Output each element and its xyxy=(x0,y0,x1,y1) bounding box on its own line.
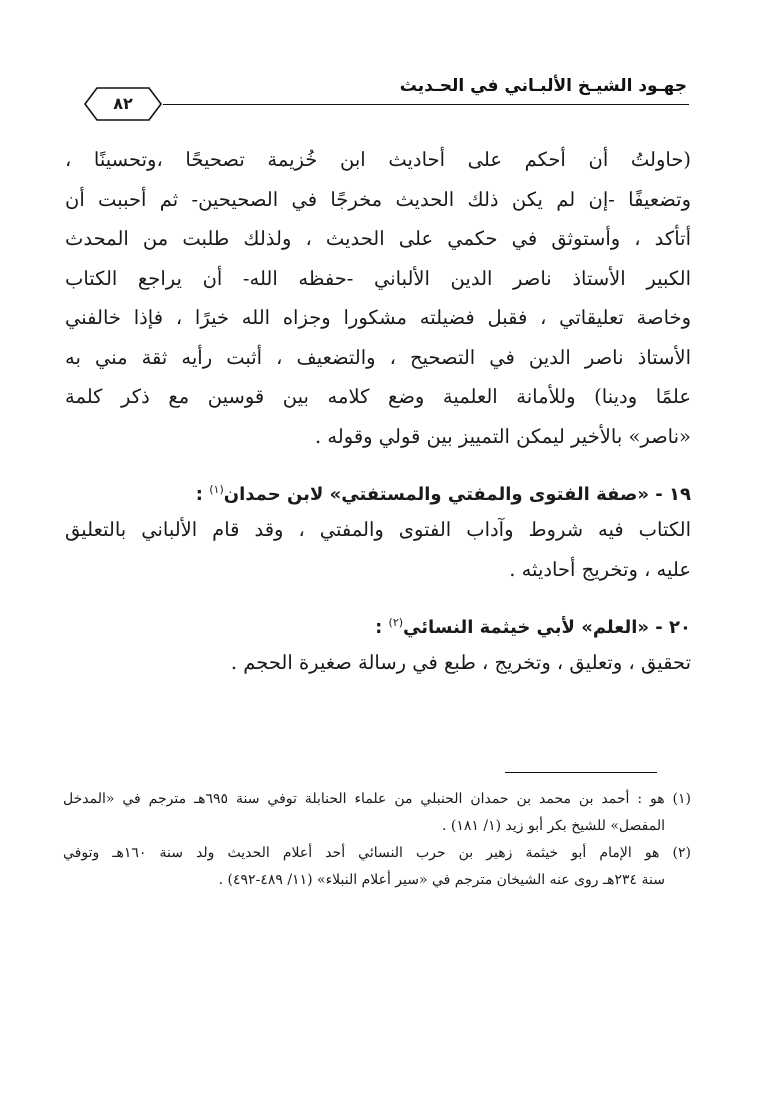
heading-text: ١٩ - «صفة الفتوى والمفتي والمستفتي» لابن حمدان xyxy=(223,484,691,505)
text-line: الأستاذ ناصر الدين في التصحيح ، والتضعيف ، أثبت رأيه ثقة مني به xyxy=(65,345,691,369)
page-number-badge xyxy=(83,86,163,122)
footnote-ref: (١) xyxy=(209,483,224,496)
section-heading xyxy=(65,603,691,643)
footnote-ref: (٢) xyxy=(388,616,404,629)
footnote-line: (٢) هو الإمام أبو خيثمة زهير بن حرب النسائي أحد أعلام الحديث ولد سنة ١٦٠هـ وتوفي xyxy=(63,845,691,861)
section-item-20 xyxy=(65,603,691,683)
header-rule xyxy=(84,104,689,105)
text-line: الكبير الأستاذ ناصر الدين الألباني -حفظه الله- أن يراجع الكتاب xyxy=(65,266,691,290)
footnote-line: سنة ٢٣٤هـ روى عنه الشيخان مترجم في «سير أعلام النبلاء» (١١/ ٤٨٩-٤٩٢) . xyxy=(218,872,665,888)
running-title: جهـود الشيـخ الألبـاني في الحـديث xyxy=(399,76,687,96)
text-line: وتضعيفًا -إن لم يكن ذلك الحديث مخرجًا في الصحيحين- ثم أحببت أن xyxy=(65,187,691,211)
paragraph-quote xyxy=(65,140,691,456)
footnote-separator xyxy=(505,772,657,773)
footnote-line: (١) هو : أحمد بن محمد بن حمدان الحنبلي من علماء الحنابلة توفي سنة ٦٩٥هـ مترجم في «المدخل xyxy=(63,791,691,807)
section-item-19 xyxy=(65,470,691,589)
text-line: (حاولتُ أن أحكم على أحاديث ابن خُزيمة تصحيحًا ،وتحسينًا ، xyxy=(65,148,691,171)
footnote-1 xyxy=(63,786,691,840)
text-line: تحقيق ، وتعليق ، وتخريج ، طبع في رسالة صغيرة الحجم . xyxy=(230,651,691,674)
heading-colon: : xyxy=(195,484,210,505)
text-line: الكتاب فيه شروط وآداب الفتوى والمفتي ، وقد قام الألباني بالتعليق xyxy=(65,518,691,541)
footnote-line: المفصل» للشيخ بكر أبو زيد (١/ ١٨١) . xyxy=(441,818,665,834)
main-text xyxy=(65,140,691,683)
text-line: علمًا ودينا) وللأمانة العلمية وضع كلامه بين قوسين مع ذكر كلمة xyxy=(65,385,691,408)
text-line: «ناصر» بالأخير ليمكن التمييز بين قولي وقوله . xyxy=(314,424,691,448)
text-line: أتأكد ، وأستوثق في حكمي على الحديث ، ولذلك طلبت من المحدث xyxy=(65,227,691,250)
page-number: ٨٢ xyxy=(113,94,133,113)
heading-text: ٢٠ - «العلم» لأبي خيثمة النسائي xyxy=(403,617,691,638)
heading-colon: : xyxy=(375,617,389,638)
footnote-2 xyxy=(63,840,691,894)
text-line: عليه ، وتخريج أحاديثه . xyxy=(509,557,691,581)
text-line: وخاصة تعليقاتي ، فقبل فضيلته مشكورا وجزاه الله خيرًا ، فإذا خالفني xyxy=(65,306,691,329)
footnotes xyxy=(63,786,691,894)
section-heading xyxy=(65,470,691,510)
